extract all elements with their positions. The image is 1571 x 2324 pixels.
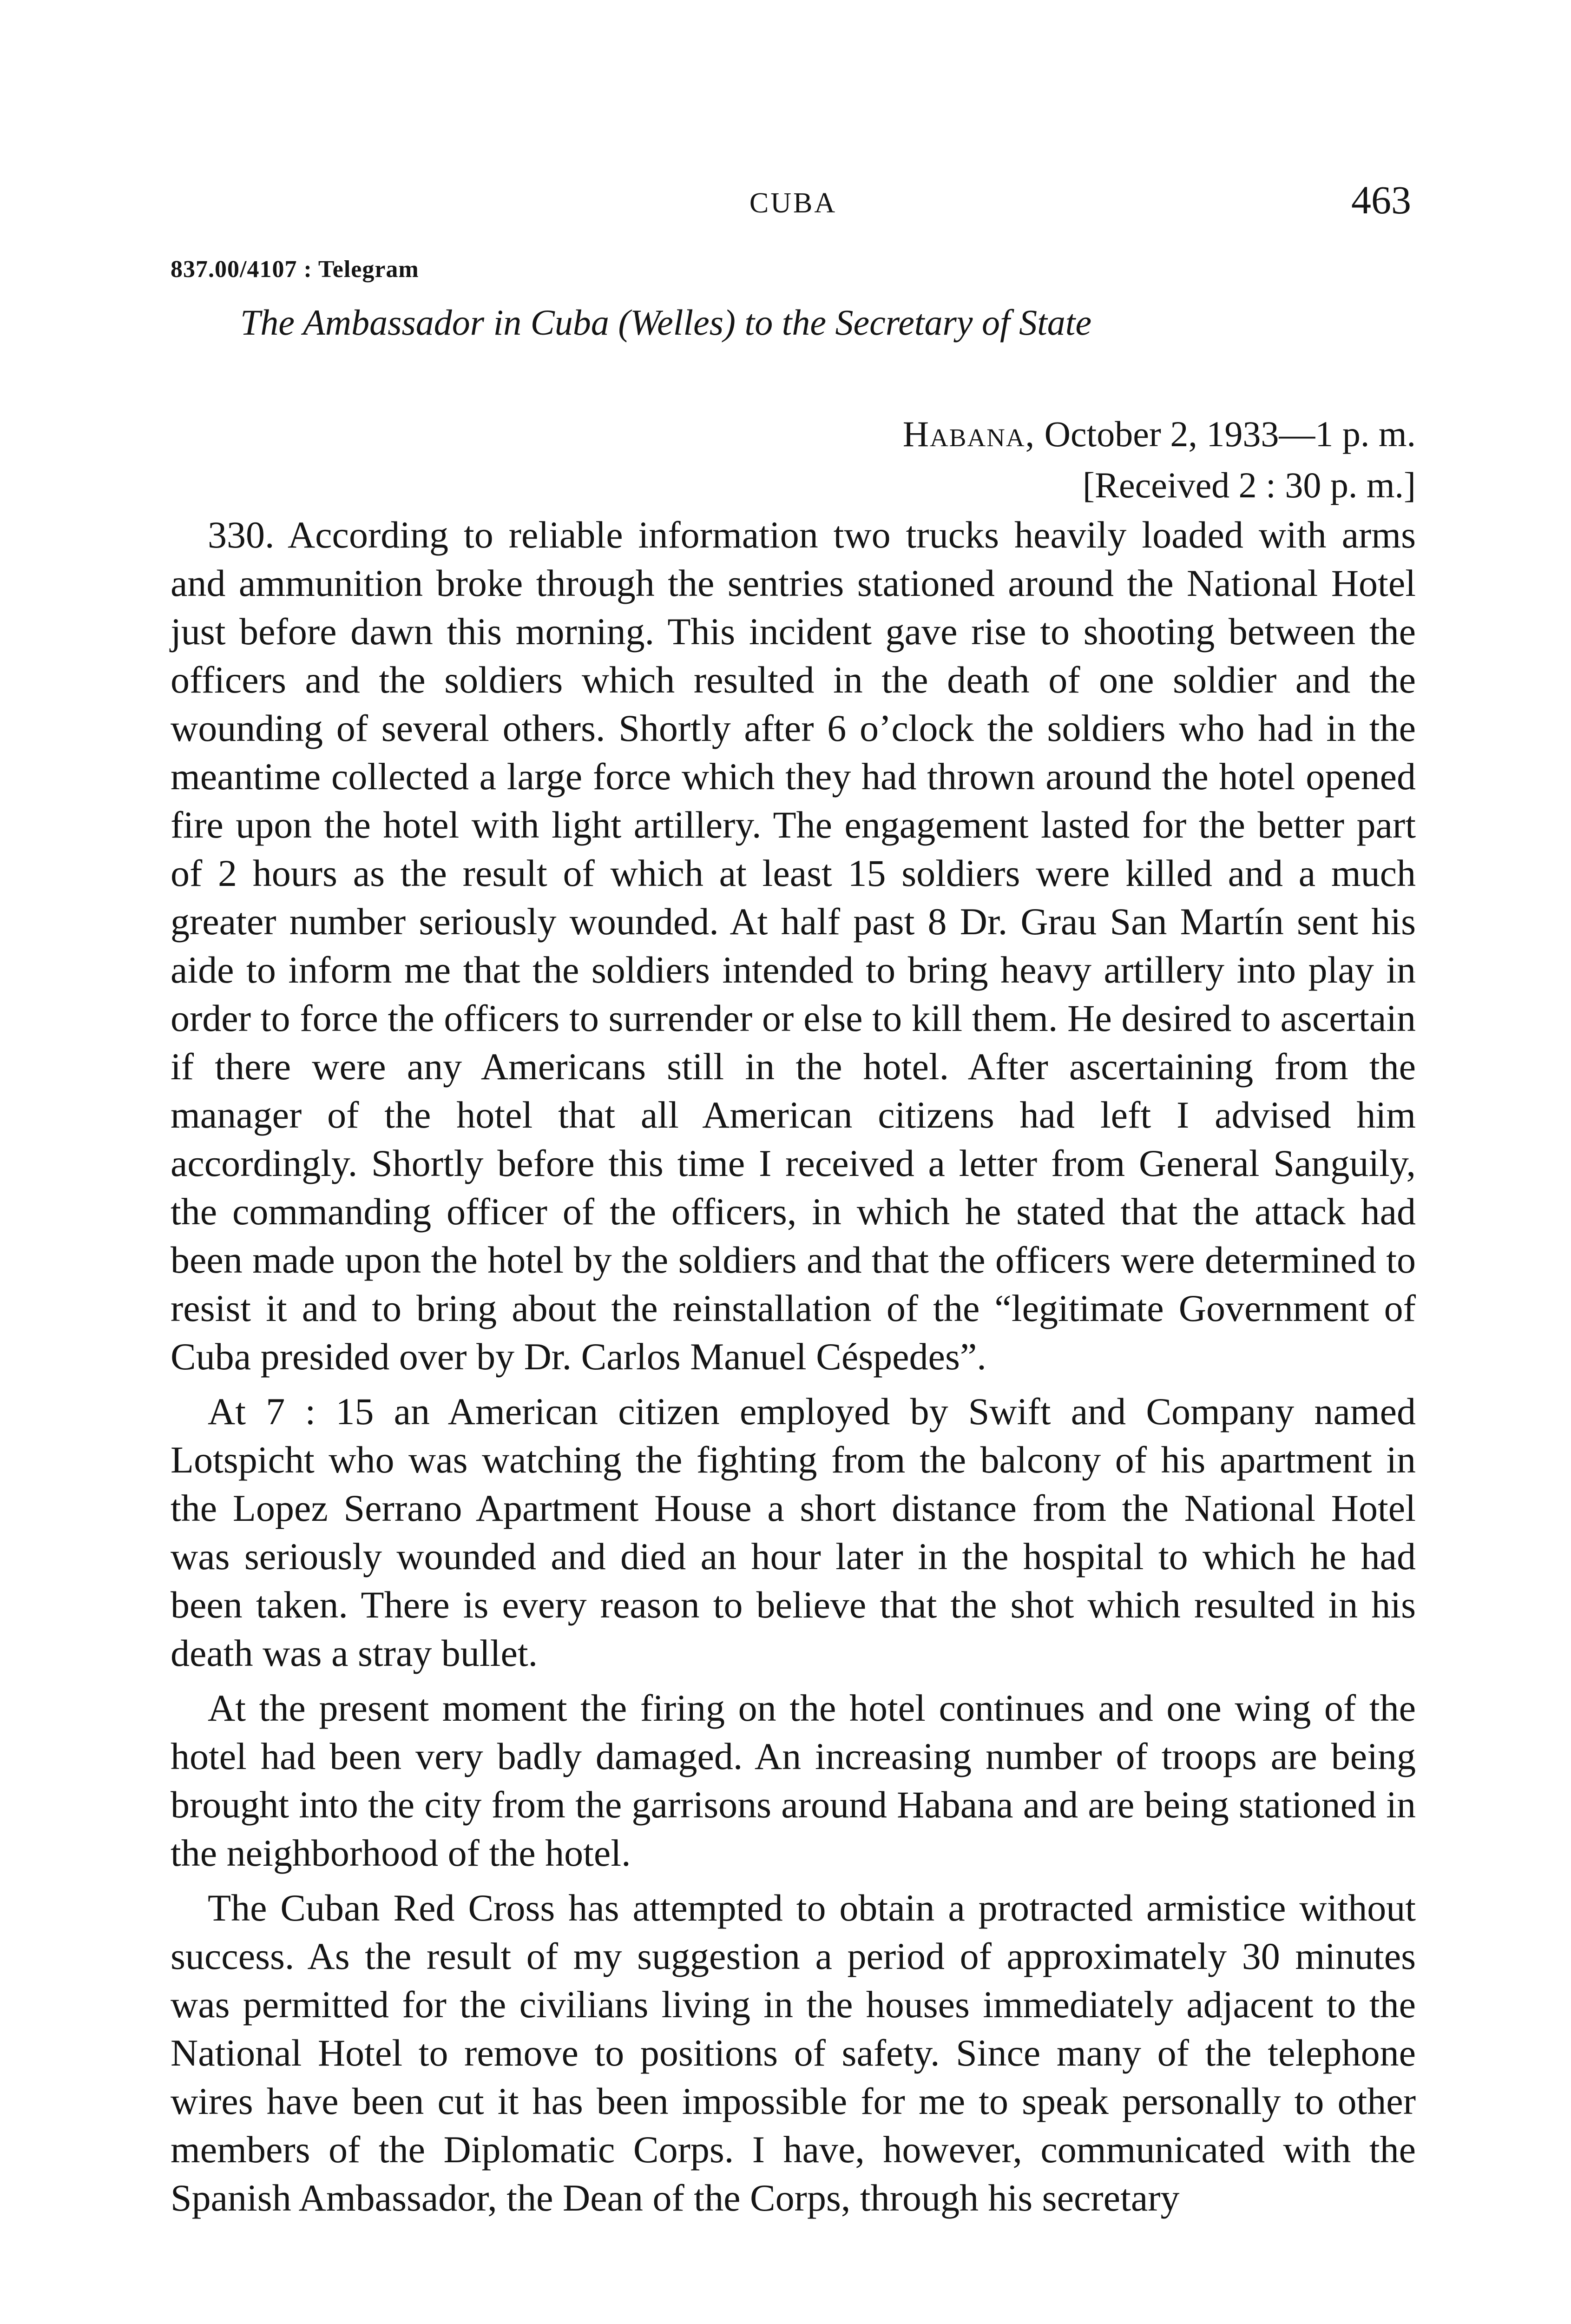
file-reference: 837.00/4107 : Telegram	[171, 256, 419, 283]
dateline-received: [Received 2 : 30 p. m.]	[1083, 465, 1416, 505]
paragraph: At the present moment the firing on the hotel continues and one wing of the hotel had been very badly damaged. An increasing number of troops are being brought into the city from the garrisons around Habana and are being stationed in the neighborhood of the hotel.	[171, 1687, 1416, 1874]
dateline	[171, 409, 1416, 511]
document-page	[171, 177, 1416, 2222]
paragraph: The Cuban Red Cross has attempted to obtain a protracted armistice without success. As the result of my suggestion a period of approximately 30 minutes was permitted for the civilians living in the houses immediately adjacent to the National Hotel to remove to positions of safety. Since many of the telephone wires have been cut it has been impossible for me to speak personally to other members of the Diplomatic Corps. I have, however, communicated with the Spanish Ambassador, the Dean of the Corps, through his secretary	[171, 1887, 1416, 2219]
telegram-body	[171, 511, 1416, 2222]
document-heading: The Ambassador in Cuba (Welles) to the Secretary of State	[240, 302, 1092, 343]
running-header	[171, 177, 1416, 228]
page-number: 463	[1351, 178, 1411, 222]
paragraph: 330. According to reliable information two trucks heavily loaded with arms and ammunition broke through the sentries stationed around the National Hotel just before dawn this morning. This incident gave rise to shooting between the officers and the soldiers which resulted in the death of one soldier and the wounding of several others. Shortly after 6 o’clock the soldiers who had in the meantime collected a large force which they had thrown around the hotel opened fire upon the hotel with light artillery. The engagement lasted for the better part of 2 hours as the result of which at least 15 soldiers were killed and a much greater number seriously wounded. At half past 8 Dr. Grau San Martín sent his aide to inform me that the soldiers intended to bring heavy artillery into play in order to force the officers to surrender or else to kill them. He desired to ascertain if there were any Americans still in the hotel. After ascertaining from the manager of the hotel that all American citizens had left I advised him accordingly. Shortly before this time I received a letter from General Sanguily, the commanding officer of the officers, in which he stated that the attack had been made upon the hotel by the soldiers and that the officers were determined to resist it and to bring about the reinstallation of the “legitimate Government of Cuba presided over by Dr. Carlos Manuel Céspedes”.	[171, 514, 1416, 1378]
dateline-date-time: October 2, 1933—1 p. m.	[1044, 414, 1416, 454]
dateline-sent	[171, 409, 1416, 460]
paragraph: At 7 : 15 an American citizen employed by Swift and Company named Lotspicht who was watching the fighting from the balcony of his apartment in the Lopez Serrano Apartment House a short distance from the National Hotel was seriously wounded and died an hour later in the hospital to which he had been taken. There is every reason to believe that the shot which resulted in his death was a stray bullet.	[171, 1390, 1416, 1674]
dateline-place: Habana,	[902, 414, 1036, 454]
running-title: CUBA	[749, 187, 837, 219]
